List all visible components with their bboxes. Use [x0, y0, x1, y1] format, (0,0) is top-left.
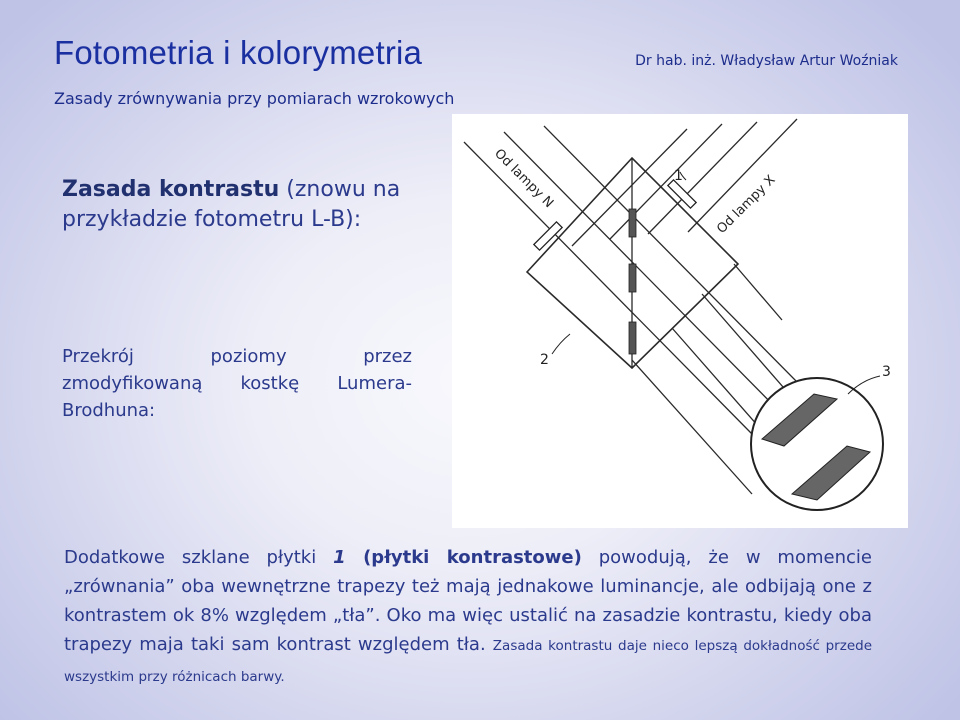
author-name: Dr hab. inż. Władysław Artur Woźniak [635, 53, 898, 69]
glass-plate-right [668, 180, 696, 208]
diagram-svg [452, 114, 908, 528]
ray-line-x2 [610, 124, 722, 239]
contrast-strip-2 [629, 264, 636, 292]
figure-caption-line1: Przekrój poziomy przez zmodyfikowaną kostkę Lumera- [62, 346, 412, 394]
ray-exit-1 [632, 360, 752, 494]
lummer-brodhun-diagram [452, 114, 908, 528]
figure-caption-line2: Brodhuna: [62, 400, 156, 421]
leader-2 [552, 334, 570, 354]
body-note-small: Zasada kontrastu daje nieco lepszą dokładność przede wszystkim przy różnicach barwy. [64, 638, 872, 685]
body-paragraph [64, 543, 872, 692]
label-3: 3 [882, 364, 891, 380]
ray-line-n1 [464, 142, 752, 434]
label-lamp-x: Od lampy X [714, 172, 779, 237]
section-heading-rest: (znowu na przykładzie fotometru L-B): [62, 177, 401, 232]
label-lamp-n: Od lampy N [491, 146, 556, 212]
contrast-strip-1 [629, 209, 636, 237]
glass-plate-left [534, 222, 562, 250]
figure-caption [62, 343, 412, 424]
body-text-2: powodują, że w momencie „zrównania” oba wewnętrzne trapezy też mają jednakowe luminancje, ale odbijają one z kontrastem ok 8% względem „tła”. Oko ma więc ustalić na zasadzie kontrastu, kiedy oba trapezy maja taki sam kontrast względem tła. [64, 547, 872, 655]
slide-subtitle: Zasady zrównywania przy pomiarach wzrokowych [54, 89, 455, 108]
body-plate-number: 1 [333, 547, 346, 568]
field-of-view [751, 378, 883, 510]
contrast-strip-3 [629, 322, 636, 354]
label-2: 2 [540, 352, 549, 368]
section-heading-bold: Zasada kontrastu [62, 177, 280, 202]
body-contrast-plates: (płytki kontrastowe) [345, 547, 582, 568]
section-heading [62, 175, 422, 235]
slide-title: Fotometria i kolorymetria [54, 34, 423, 71]
ray-exit-4 [734, 264, 782, 320]
ray-line-n3 [544, 126, 797, 382]
body-text-1: Dodatkowe szklane płytki [64, 547, 334, 568]
label-1: 1 [674, 168, 683, 184]
